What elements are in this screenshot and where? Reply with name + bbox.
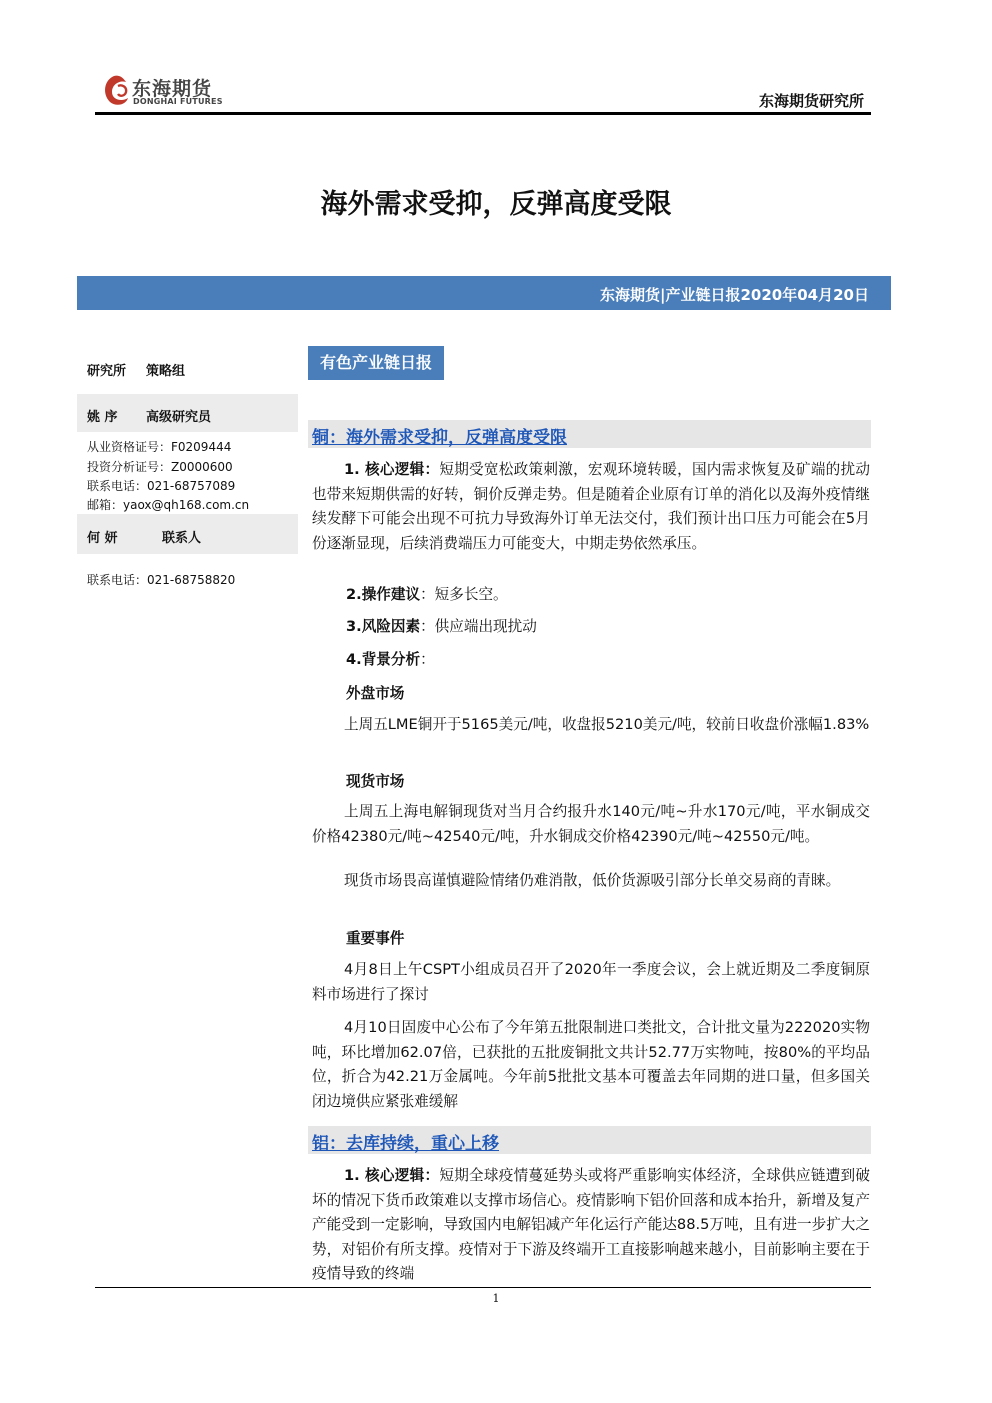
aluminum-core-logic xyxy=(312,1164,870,1287)
footer-rule xyxy=(95,1287,871,1288)
copper-risk xyxy=(346,615,537,639)
event-2: 4月10日固废中心公布了今年第五批限制进口类批文，合计批文量为222020实物吨，环比增加62.07倍，已获批的五批废铜批文共计52.77万实物吨，按80%的平均品位，折合为42.21万金属吨。今年前5批批文基本可覆盖去年同期的进口量，但多国关闭边境供应紧张难缓解 xyxy=(312,1019,870,1110)
copper-risk-text: ：供应端出现扰动 xyxy=(420,618,537,635)
analyst1-role: 高级研究员 xyxy=(146,410,212,425)
copper-core-logic xyxy=(312,458,870,556)
analyst1-line: 联系电话：021-68757089 xyxy=(87,479,236,493)
copper-risk-label: 3.风险因素 xyxy=(346,618,421,635)
sidebar-dept: 研究所 xyxy=(87,364,127,379)
report-title: 海外需求受抑，反弹高度受限 xyxy=(320,189,672,220)
report-banner xyxy=(77,276,891,310)
analyst2-line: 联系电话：021-68758820 xyxy=(87,573,236,587)
copper-suggestion xyxy=(346,583,508,607)
copper-background xyxy=(346,648,435,672)
copper-core-logic-label: 1. 核心逻辑： xyxy=(344,461,440,478)
subhead-spot: 现货市场 xyxy=(346,773,405,790)
logo-name-cn: 东海期货 xyxy=(132,78,213,100)
subhead-overseas: 外盘市场 xyxy=(346,685,405,702)
aluminum-core-logic-text: 短期全球疫情蔓延势头或将严重影响实体经济，全球供应链遭到破坏的情况下货币政策难以支撑市场信心。疫情影响下铝价回落和成本抬升，新增及复产产能受到一定影响，导致国内电解铝减产年化运行产能达88.5万吨，且有进一步扩大之势，对铝价有所支撑。疫情对于下游及终端开工直接影响越来越小，目前影响主要在于疫情导致的终端 xyxy=(312,1167,870,1282)
header-rule xyxy=(95,112,871,115)
analyst2-role: 联系人 xyxy=(162,531,202,546)
overseas-text: 上周五LME铜开于5165美元/吨，收盘报5210美元/吨，较前日收盘价涨幅1.83% xyxy=(344,716,870,733)
aluminum-heading[interactable]: 铝：去库持续，重心上移 xyxy=(312,1134,499,1154)
banner-text: 东海期货|产业链日报2020年04月20日 xyxy=(600,286,869,304)
spot-text: 上周五上海电解铜现货对当月合约报升水140元/吨~升水170元/吨，平水铜成交价格42380元/吨~42540元/吨，升水铜成交价格42390元/吨~42550元/吨。 xyxy=(312,803,870,845)
sidebar-group: 策略组 xyxy=(146,364,186,379)
analyst1-line: 从业资格证号：F0209444 xyxy=(87,440,232,454)
institute-name: 东海期货研究所 xyxy=(758,92,864,110)
aluminum-core-logic-label: 1. 核心逻辑： xyxy=(344,1167,440,1184)
analyst1-email[interactable]: 邮箱：yaox@qh168.com.cn xyxy=(87,498,250,512)
analyst2-name: 何 妍 xyxy=(87,531,118,546)
analyst1-line: 投资分析证号：Z0000600 xyxy=(87,460,233,474)
copper-core-logic-text: 短期受宽松政策刺激，宏观环境转暖，国内需求恢复及矿端的扰动也带来短期供需的好转，铜价反弹走势。但是随着企业原有订单的消化以及海外疫情继续发酵下可能会出现不可抗力导致海外订单无法交付，我们预计出口压力可能会在5月份逐渐显现，后续消费端压力可能变大，中期走势依然承压。 xyxy=(312,461,870,552)
analyst1-name: 姚 序 xyxy=(87,410,118,425)
event-1: 4月8日上午CSPT小组成员召开了2020年一季度会议，会上就近期及二季度铜原料市场进行了探讨 xyxy=(312,961,870,1003)
report-category-tag: 有色产业链日报 xyxy=(308,346,444,380)
copper-heading[interactable]: 铜：海外需求受抑，反弹高度受限 xyxy=(312,428,567,448)
copper-suggestion-label: 2.操作建议 xyxy=(346,586,421,603)
subhead-events: 重要事件 xyxy=(346,930,405,947)
copper-suggestion-text: ：短多长空。 xyxy=(420,586,508,603)
logo-name-en: DONGHAI FUTURES xyxy=(133,97,223,106)
copper-background-label: 4.背景分析 xyxy=(346,651,421,668)
copper-background-text: ： xyxy=(420,651,435,668)
spot-text-2: 现货市场畏高谨慎避险情绪仍难消散，低价货源吸引部分长单交易商的青睐。 xyxy=(344,872,841,889)
page-number: 1 xyxy=(492,1292,500,1305)
